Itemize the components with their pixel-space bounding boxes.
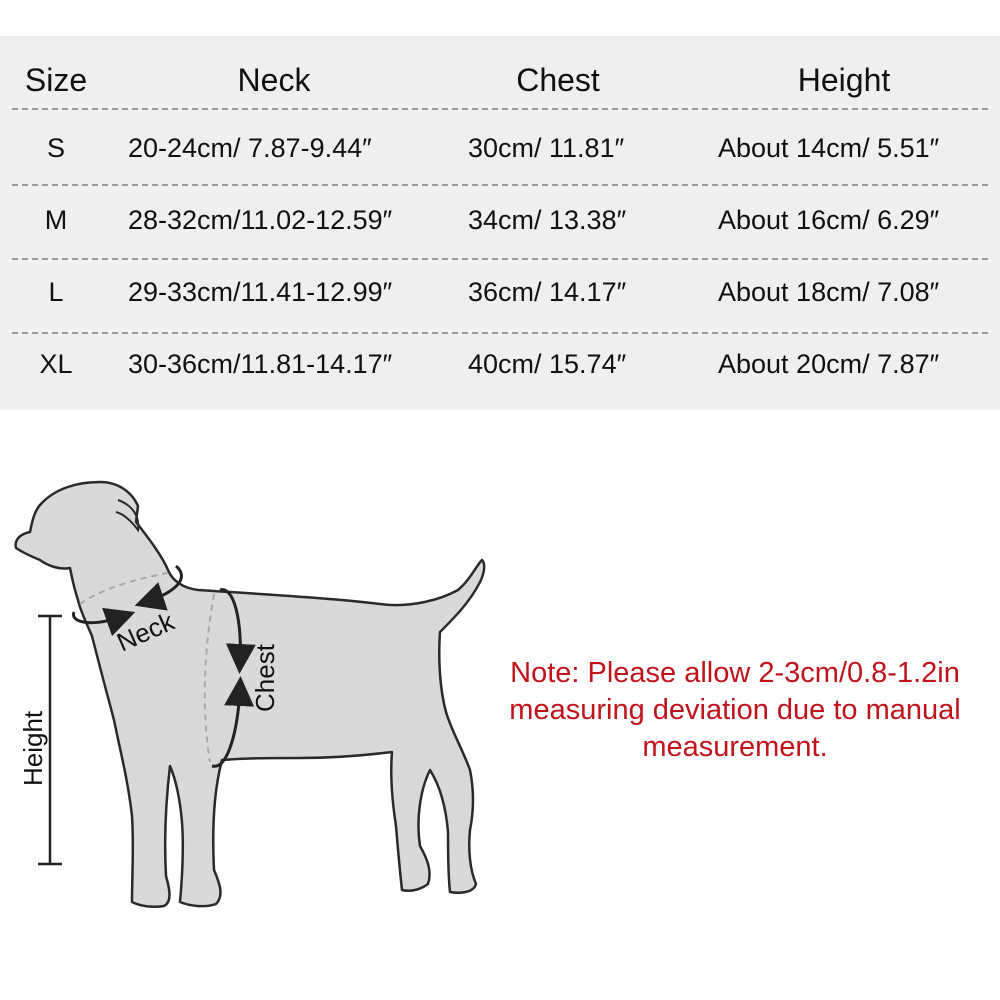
- table-row: [0, 256, 1000, 328]
- chest-label: Chest: [250, 644, 280, 712]
- header-size: Size: [24, 62, 88, 98]
- cell-neck: 30-36cm/11.81-14.17″: [128, 349, 393, 379]
- cell-chest: 34cm/ 13.38″: [468, 205, 627, 235]
- cell-height: About 18cm/ 7.08″: [718, 277, 940, 307]
- cell-height: About 16cm/ 6.29″: [718, 205, 940, 235]
- cell-neck: 20-24cm/ 7.87-9.44″: [128, 133, 372, 163]
- table-row: [0, 184, 1000, 256]
- cell-size: L: [48, 277, 64, 307]
- note-line: Note: Please allow 2-3cm/0.8-1.2in: [510, 657, 960, 689]
- neck-label: Neck: [112, 605, 179, 658]
- cell-chest: 40cm/ 15.74″: [468, 349, 627, 379]
- cell-size: M: [44, 205, 68, 235]
- table-row: [0, 328, 1000, 400]
- table-row: [0, 112, 1000, 184]
- cell-neck: 29-33cm/11.41-12.99″: [128, 277, 393, 307]
- cell-chest: 30cm/ 11.81″: [468, 133, 625, 163]
- cell-height: About 14cm/ 5.51″: [718, 133, 940, 163]
- header-height: Height: [797, 62, 891, 98]
- cell-chest: 36cm/ 14.17″: [468, 277, 627, 307]
- header-chest: Chest: [516, 62, 600, 98]
- header-neck: Neck: [237, 62, 311, 98]
- dog-measurement-diagram: [0, 460, 540, 1000]
- cell-size: XL: [39, 349, 73, 379]
- cell-size: S: [46, 133, 65, 163]
- table-header-row: [0, 44, 1000, 116]
- height-label: Height: [18, 710, 48, 786]
- note-line: measurement.: [642, 731, 828, 763]
- size-chart-table: [0, 36, 1000, 410]
- note-line: measuring deviation due to manual: [509, 694, 961, 726]
- cell-neck: 28-32cm/11.02-12.59″: [128, 205, 393, 235]
- row-divider: [12, 108, 988, 110]
- cell-height: About 20cm/ 7.87″: [718, 349, 940, 379]
- measurement-note: [470, 655, 1000, 766]
